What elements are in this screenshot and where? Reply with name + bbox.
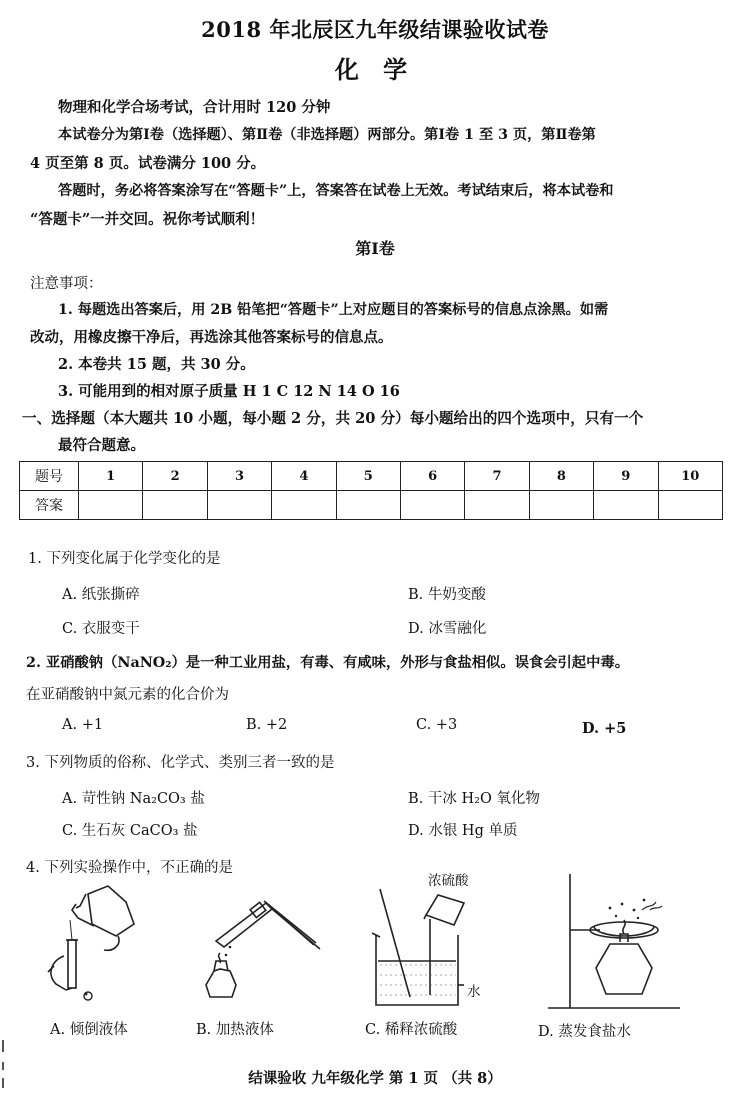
answer-table-number: 3 bbox=[207, 462, 271, 491]
q1-option-a: A. 纸张撕碎 bbox=[62, 587, 140, 603]
answer-cell bbox=[594, 491, 658, 520]
intro-line-2b: 4 页至第 8 页。试卷满分 100 分。 bbox=[30, 155, 266, 172]
q1-option-b: B. 牛奶变酸 bbox=[408, 587, 486, 603]
answer-table-number: 7 bbox=[465, 462, 529, 491]
q2-option-a: A. +1 bbox=[62, 717, 104, 733]
notice-heading: 注意事项： bbox=[30, 276, 103, 292]
q1-option-c: C. 衣服变干 bbox=[62, 621, 140, 637]
scan-edge-mark bbox=[2, 1078, 4, 1088]
q2-option-b: B. +2 bbox=[246, 717, 288, 733]
exam-title: 2018 年北辰区九年级结课验收试卷 bbox=[201, 17, 549, 42]
q2-option-d: D. +5 bbox=[582, 720, 627, 737]
answer-cell bbox=[529, 491, 593, 520]
answer-cell bbox=[272, 491, 336, 520]
answer-table-number: 2 bbox=[143, 462, 207, 491]
answer-table-number: 5 bbox=[336, 462, 400, 491]
answer-table-number: 1 bbox=[79, 462, 143, 491]
intro-line-1: 物理和化学合场考试，合计用时 120 分钟 bbox=[58, 99, 331, 116]
notice-1b: 改动，用橡皮擦干净后，再选涂其他答案标号的信息点。 bbox=[30, 329, 393, 346]
part-heading-a: 一、选择题（本大题共 10 小题，每小题 2 分，共 20 分）每小题给出的四个选项中，只有一个 bbox=[22, 410, 644, 427]
answer-table-number: 6 bbox=[400, 462, 464, 491]
answer-cell bbox=[400, 491, 464, 520]
notice-1a: 1. 每题选出答案后，用 2B 铅笔把“答题卡”上对应题目的答案标号的信息点涂黑。如需 bbox=[58, 302, 609, 318]
answer-table-answer-label: 答案 bbox=[20, 491, 79, 520]
answer-cell bbox=[658, 491, 722, 520]
scan-edge-mark bbox=[2, 1040, 4, 1052]
notice-3: 3. 可能用到的相对原子质量 H 1 C 12 N 14 O 16 bbox=[58, 383, 400, 400]
answer-table-number: 9 bbox=[594, 462, 658, 491]
q3-stem: 3. 下列物质的俗称、化学式、类别三者一致的是 bbox=[26, 755, 335, 771]
q4-option-c: C. 稀释浓硫酸 bbox=[365, 1022, 458, 1038]
answer-table-number: 10 bbox=[658, 462, 722, 491]
q4-option-b: B. 加热液体 bbox=[196, 1022, 274, 1038]
q3-option-d: D. 水银 Hg 单质 bbox=[408, 823, 518, 839]
q4-option-a: A. 倾倒液体 bbox=[50, 1022, 128, 1038]
answer-table-number-label: 题号 bbox=[20, 462, 79, 491]
notice-2: 2. 本卷共 15 题，共 30 分。 bbox=[58, 356, 255, 373]
scan-edge-mark bbox=[2, 1062, 4, 1070]
label-concentrated-acid: 浓硫酸 bbox=[428, 873, 469, 889]
q4-stem: 4. 下列实验操作中，不正确的是 bbox=[26, 860, 233, 876]
q1-option-d: D. 冰雪融化 bbox=[408, 621, 487, 637]
answer-table-number-row bbox=[20, 462, 723, 491]
section-title: 第Ⅰ卷 bbox=[355, 239, 395, 258]
q2-stem-a: 2. 亚硝酸钠（NaNO₂）是一种工业用盐，有毒、有咸味，外形与食盐相似。误食会引起中毒。 bbox=[26, 655, 629, 671]
q1-stem: 1. 下列变化属于化学变化的是 bbox=[28, 551, 221, 567]
q4-option-d: D. 蒸发食盐水 bbox=[538, 1024, 631, 1040]
pouring-liquid-illustration bbox=[30, 880, 160, 1010]
evaporate-salt-water-illustration bbox=[540, 870, 690, 1020]
q3-option-c: C. 生石灰 CaCO₃ 盐 bbox=[62, 823, 198, 839]
heating-liquid-illustration bbox=[196, 885, 336, 1015]
answer-cell bbox=[79, 491, 143, 520]
subject-title: 化 学 bbox=[334, 55, 416, 84]
answer-table-number: 4 bbox=[272, 462, 336, 491]
q3-option-a: A. 苛性钠 Na₂CO₃ 盐 bbox=[62, 791, 205, 807]
intro-line-3a: 答题时，务必将答案涂写在“答题卡”上，答案答在试卷上无效。考试结束后，将本试卷和 bbox=[58, 183, 614, 199]
label-water: 水 bbox=[467, 984, 481, 1000]
answer-cell bbox=[465, 491, 529, 520]
answer-cell bbox=[143, 491, 207, 520]
q3-option-b: B. 干冰 H₂O 氧化物 bbox=[408, 791, 540, 807]
intro-line-3b: “答题卡”一并交回。祝你考试顺利！ bbox=[30, 211, 265, 228]
answer-cell bbox=[336, 491, 400, 520]
answer-table-number: 8 bbox=[529, 462, 593, 491]
answer-cell bbox=[207, 491, 271, 520]
part-heading-b: 最符合题意。 bbox=[58, 437, 145, 454]
q2-stem-b: 在亚硝酸钠中氮元素的化合价为 bbox=[26, 687, 229, 703]
answer-table bbox=[19, 461, 723, 520]
intro-line-2a: 本试卷分为第Ⅰ卷（选择题）、第Ⅱ卷（非选择题）两部分。第Ⅰ卷 1 至 3 页，第Ⅱ卷第 bbox=[58, 127, 596, 143]
answer-table-answer-row bbox=[20, 491, 723, 520]
page-footer: 结课验收 九年级化学 第 1 页 （共 8） bbox=[248, 1070, 502, 1087]
q2-option-c: C. +3 bbox=[416, 717, 458, 733]
